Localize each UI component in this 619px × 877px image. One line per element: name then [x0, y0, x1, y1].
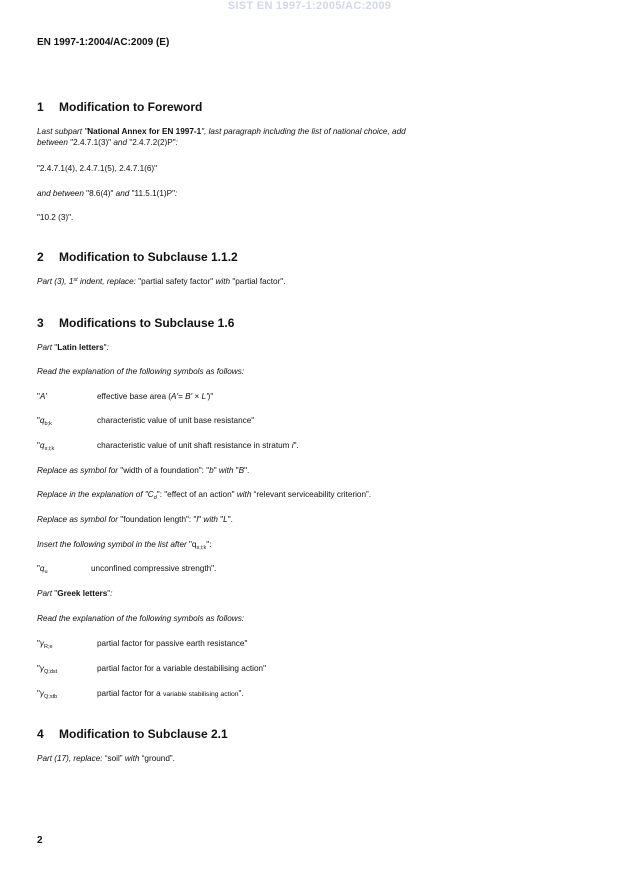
text-bold: National Annex for EN 1997-1 — [87, 127, 202, 136]
subscript: R;e — [44, 644, 53, 650]
text: " — [213, 466, 219, 475]
text: " — [217, 515, 224, 524]
text: : — [175, 138, 178, 147]
s1-paragraph-1-line-2 — [37, 138, 178, 147]
text: "q — [189, 540, 197, 549]
text: " — [37, 664, 40, 673]
section-number: 3 — [37, 316, 44, 330]
symbol-row-gamma-qstb — [37, 689, 244, 700]
section-2-heading — [37, 250, 238, 264]
s2-paragraph-1 — [37, 277, 285, 286]
text: × — [192, 392, 202, 401]
symbol-row-qu — [37, 564, 216, 575]
symbol: C — [147, 490, 154, 499]
section-1-heading — [37, 100, 202, 114]
part-greek-letters — [37, 589, 113, 598]
text: ": "effect of an action" — [156, 490, 237, 499]
replace-length-instruction — [37, 515, 233, 524]
symbol-row-gamma-re — [37, 639, 247, 650]
text: “relevant serviceability criterion”. — [251, 490, 372, 499]
section-number: 4 — [37, 727, 44, 741]
text: “soil” — [104, 754, 123, 763]
text: " — [198, 515, 204, 524]
symbol: q — [39, 564, 45, 573]
text: between — [37, 138, 71, 147]
symbol-row-qsik — [37, 441, 299, 452]
text: A' — [171, 392, 179, 401]
symbol: q — [39, 441, 45, 450]
text: ". — [227, 515, 233, 524]
text: " — [233, 466, 239, 475]
subscript: Q;stb — [44, 694, 58, 700]
page-number: 2 — [37, 835, 43, 846]
text: and — [113, 189, 132, 198]
symbol-row-qbk — [37, 416, 254, 427]
text: effective base area ( — [97, 392, 172, 401]
text: "8.6(4)" — [86, 189, 114, 198]
text: " — [37, 392, 40, 401]
text: Replace as symbol for — [37, 466, 121, 475]
replace-cd-instruction — [37, 490, 371, 501]
symbol-row-A — [37, 392, 213, 401]
text: ", last paragraph including the list of national choice, add — [201, 127, 406, 136]
text: "11.5.1(1)P" — [131, 189, 176, 198]
insert-symbol-instruction — [37, 540, 211, 551]
text: unconfined compressive strength". — [91, 564, 217, 573]
symbol: A' — [39, 392, 47, 401]
watermark: SIST EN 1997-1:2005/AC:2009 — [227, 0, 392, 12]
text: : — [110, 589, 113, 598]
text: with — [203, 515, 218, 524]
text: B — [238, 466, 245, 475]
s4-paragraph-1 — [37, 754, 175, 763]
text: with — [122, 754, 142, 763]
text: " — [37, 689, 40, 698]
subscript: d — [153, 495, 157, 501]
text: Replace as symbol for — [37, 515, 121, 524]
text: "partial safety factor" — [138, 277, 214, 286]
document-id: EN 1997-1:2004/AC:2009 (E) — [37, 37, 170, 48]
text: and between — [37, 189, 87, 198]
text: i — [291, 441, 294, 450]
superscript: st — [73, 277, 78, 283]
symbol-row-gamma-qdst — [37, 664, 266, 675]
text: )" — [207, 392, 214, 401]
text: Part — [37, 343, 55, 352]
section-4-heading — [37, 727, 228, 741]
section-title: Modification to Subclause 1.1.2 — [59, 250, 238, 264]
text: "partial factor". — [232, 277, 286, 286]
text: and — [111, 138, 130, 147]
read-instruction-2: Read the explanation of the following symbols as follows: — [37, 614, 245, 623]
read-instruction-1: Read the explanation of the following symbols as follows: — [37, 367, 245, 376]
text: characteristic value of unit shaft resistance in stratum — [97, 441, 292, 450]
section-title: Modification to Subclause 2.1 — [59, 727, 228, 741]
text: " — [37, 416, 40, 425]
text: with — [213, 277, 233, 286]
text: partial factor for a variable destabilising action" — [97, 664, 267, 673]
text: Part (3), 1 — [37, 277, 74, 286]
text: variable stabilising action — [162, 691, 239, 698]
s1-paragraph-2: "2.4.7.1(4), 2.4.7.1(5), 2.4.7.1(6)" — [37, 164, 158, 173]
text: "2.4.7.1(3)" — [70, 138, 112, 147]
text: with — [236, 490, 252, 499]
subscript: s;i;k — [44, 446, 55, 452]
text: Last subpart " — [37, 127, 88, 136]
text: Part (17), replace: — [37, 754, 105, 763]
s1-paragraph-4: "10.2 (3)". — [37, 213, 74, 222]
text: partial factor for a — [97, 689, 163, 698]
section-number: 2 — [37, 250, 44, 264]
text: with — [218, 466, 234, 475]
symbol: γ — [39, 639, 45, 648]
text: " — [37, 564, 40, 573]
text: l — [196, 515, 199, 524]
text: " — [37, 441, 40, 450]
text: Insert the following symbol in the list after — [37, 540, 189, 549]
subscript: u — [44, 569, 48, 575]
part-latin-letters — [37, 343, 109, 352]
text: " — [54, 589, 58, 598]
text: "2.4.7.2(2)P" — [129, 138, 176, 147]
section-title: Modification to Foreword — [59, 100, 203, 114]
text: “ground”. — [141, 754, 175, 763]
s1-paragraph-1-line-1 — [37, 127, 406, 136]
text: ". — [238, 689, 244, 698]
subscript: Q;dst — [44, 669, 58, 675]
text: = — [178, 392, 186, 401]
text: ". — [293, 441, 299, 450]
symbol: γ — [39, 664, 45, 673]
symbol: γ — [39, 689, 45, 698]
text: : — [175, 189, 178, 198]
text: indent, replace: — [77, 277, 139, 286]
text: "foundation length": " — [120, 515, 197, 524]
text-bold: Latin letters — [57, 343, 104, 352]
text-bold: Greek letters — [57, 589, 108, 598]
text: : — [106, 343, 109, 352]
section-title: Modifications to Subclause 1.6 — [59, 316, 235, 330]
section-number: 1 — [37, 100, 44, 114]
text: B' — [185, 392, 193, 401]
text: ". — [244, 466, 250, 475]
text: " — [103, 343, 107, 352]
text: " — [54, 343, 58, 352]
symbol: q — [39, 416, 45, 425]
subscript: s;i;k — [196, 545, 207, 551]
text: "width of a foundation": " — [120, 466, 210, 475]
text: b — [209, 466, 214, 475]
text: " — [37, 639, 40, 648]
text: " — [107, 589, 111, 598]
section-3-heading — [37, 316, 234, 330]
text: Replace in the explanation of " — [37, 490, 148, 499]
text: L' — [201, 392, 208, 401]
s1-paragraph-3 — [37, 189, 177, 198]
text: Part — [37, 589, 55, 598]
replace-width-instruction — [37, 466, 249, 475]
text: characteristic value of unit base resistance" — [97, 416, 255, 425]
text: ": — [206, 540, 212, 549]
text: L — [223, 515, 228, 524]
text: partial factor for passive earth resistance" — [97, 639, 248, 648]
subscript: b;k — [44, 421, 52, 427]
